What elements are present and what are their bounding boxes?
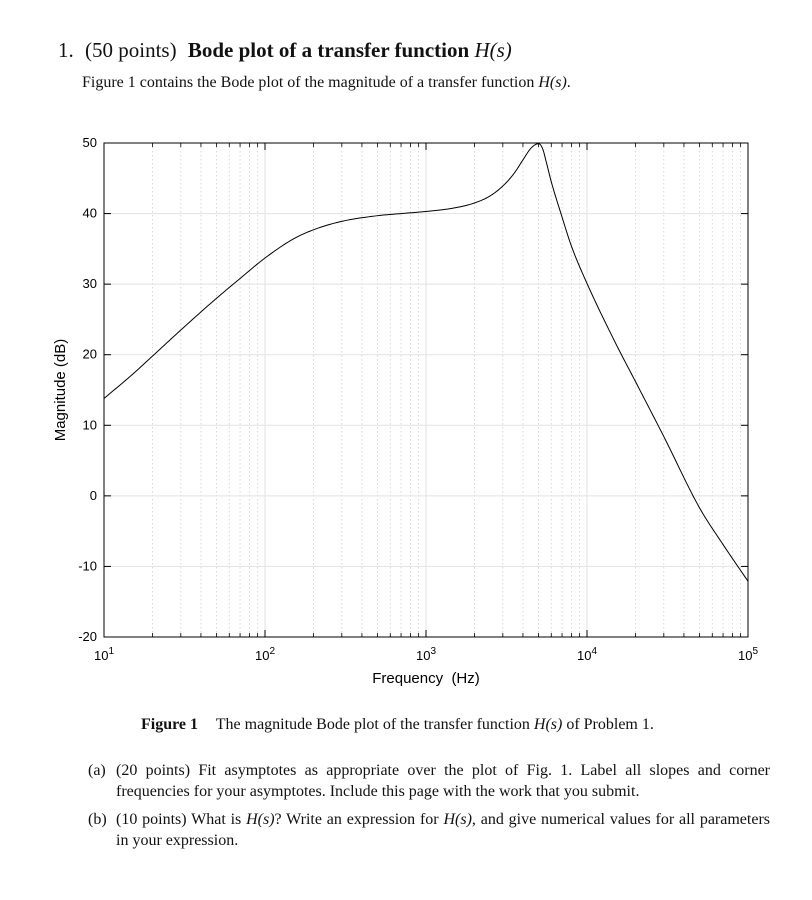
part-a	[88, 760, 770, 802]
question-parts	[88, 760, 770, 858]
x-tick-exponent: 3	[430, 646, 437, 657]
x-tick-label: $10^2$	[254, 646, 276, 663]
bode-plot-figure	[40, 130, 780, 690]
part-b-label: (b)	[88, 811, 107, 828]
part-b-post: , and give numerical values for all parameters in your expression.	[116, 811, 771, 849]
x-tick-exponent: 2	[269, 646, 276, 657]
part-a-text: (20 points) Fit asymptotes as appropriate over the plot of Fig. 1. Label all slopes and corner frequencies for your asymptotes. Include this page with the work that you submit.	[116, 762, 770, 800]
part-b-pre: (10 points) What is	[116, 811, 242, 828]
problem-title-fn: H(s)	[474, 38, 512, 62]
y-tick-label: 50	[82, 135, 97, 150]
part-b-fn2: H(s)	[443, 811, 472, 828]
caption-label: Figure 1	[141, 716, 199, 733]
part-a-label: (a)	[88, 762, 106, 779]
intro-text: Figure 1 contains the Bode plot of the magnitude of a transfer function	[82, 74, 535, 91]
x-tick-label: $10^4$	[576, 646, 598, 663]
y-axis-label: Magnitude (dB)	[52, 338, 69, 442]
x-tick-label: $10^1$	[93, 646, 115, 663]
x-tick-label: $10^5$	[737, 646, 759, 663]
y-tick-label: 0	[89, 487, 97, 503]
bode-plot	[40, 130, 780, 690]
x-axis-label: Frequency (Hz)	[372, 670, 480, 687]
problem-heading	[58, 38, 512, 63]
y-tick-label: 40	[82, 205, 97, 221]
y-tick-label: -10	[78, 558, 97, 574]
figure-caption	[141, 716, 654, 734]
x-tick-exponent: 1	[108, 646, 115, 657]
part-b-fn1: H(s)	[246, 811, 275, 828]
part-b-mid: ? Write an expression for	[274, 811, 439, 828]
x-tick-exponent: 4	[591, 646, 598, 657]
intro-fn: H(s)	[538, 74, 567, 91]
y-tick-label: 30	[82, 276, 97, 292]
y-tick-label: 10	[82, 417, 97, 433]
problem-intro	[82, 74, 571, 92]
part-b-text	[116, 809, 770, 851]
x-tick-exponent: 5	[752, 646, 759, 657]
problem-title: Bode plot of a transfer function	[187, 38, 470, 62]
intro-end: .	[566, 74, 571, 91]
caption-fn: H(s)	[533, 716, 563, 733]
caption-end: of Problem 1.	[566, 716, 654, 733]
problem-points: (50 points)	[85, 38, 177, 62]
y-tick-label: 20	[82, 346, 97, 362]
y-tick-label: -20	[78, 629, 97, 644]
problem-number: 1.	[58, 38, 74, 62]
part-b	[88, 809, 770, 851]
caption-text: The magnitude Bode plot of the transfer function	[215, 716, 530, 733]
x-tick-label: $10^3$	[415, 646, 437, 663]
